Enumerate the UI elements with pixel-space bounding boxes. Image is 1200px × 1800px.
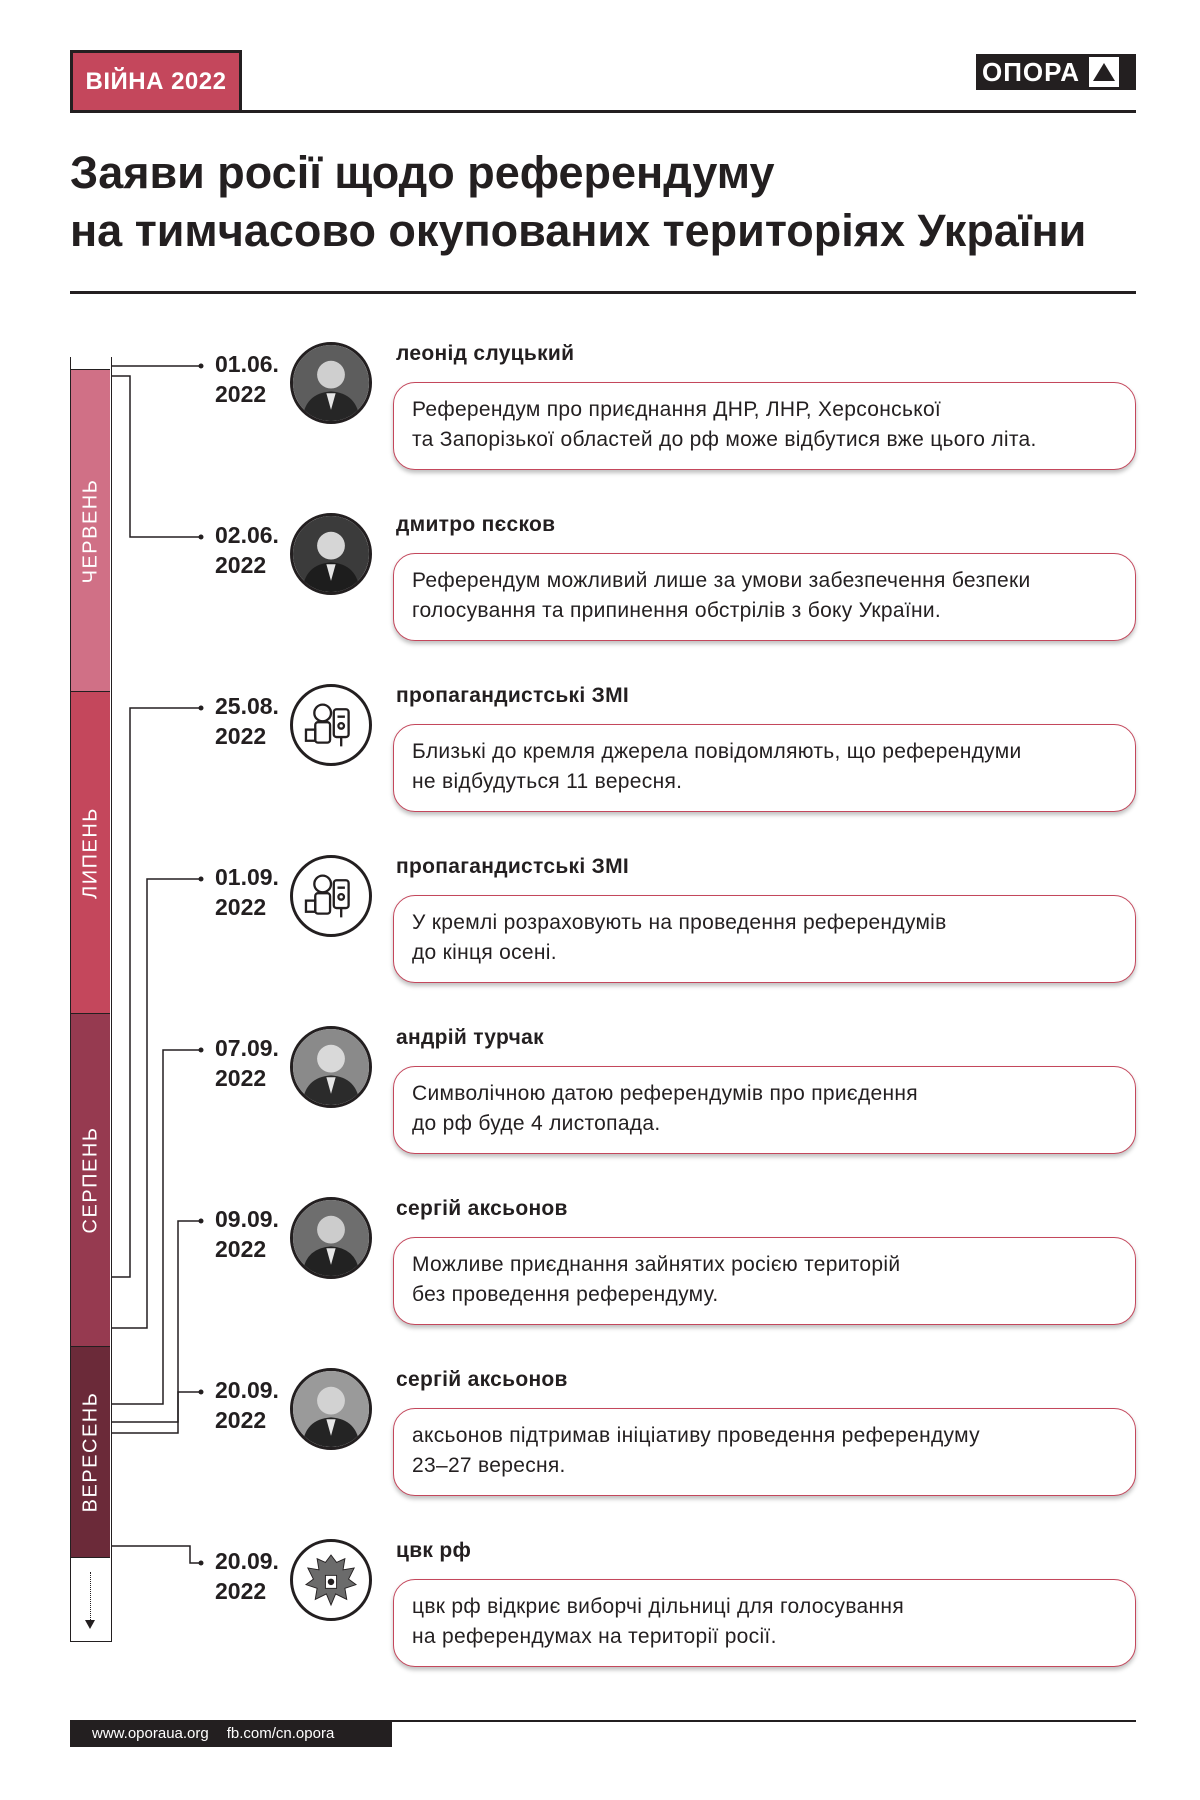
event-day: 02.06. xyxy=(215,522,279,548)
timeline-event xyxy=(0,1539,1200,1710)
opora-logo[interactable] xyxy=(976,54,1136,90)
event-year: 2022 xyxy=(215,381,267,407)
event-day: 01.09. xyxy=(215,864,279,890)
quote-line-1: Референдум про приєднання ДНР, ЛНР, Херсонської xyxy=(412,398,942,421)
event-year: 2022 xyxy=(215,1407,267,1433)
person-photo-icon xyxy=(290,1197,372,1279)
speaker-name: сергій аксьонов xyxy=(396,1368,568,1391)
quote-card xyxy=(393,895,1136,983)
footer-bar xyxy=(70,1720,392,1747)
speaker-name: дмитро пєсков xyxy=(396,513,556,536)
media-microphone-icon xyxy=(290,855,372,937)
event-date xyxy=(215,691,279,751)
quote-line-2: на референдумах на території росії. xyxy=(412,1625,777,1648)
event-date xyxy=(215,862,279,922)
event-day: 20.09. xyxy=(215,1548,279,1574)
quote-card xyxy=(393,553,1136,641)
event-day: 09.09. xyxy=(215,1206,279,1232)
quote-line-1: Можливе приєднання зайнятих росією територій xyxy=(412,1253,901,1276)
quote-line-2: без проведення референдуму. xyxy=(412,1283,719,1306)
quote-card xyxy=(393,1579,1136,1667)
quote-line-1: цвк рф відкриє виборчі дільниці для голосування xyxy=(412,1595,905,1618)
quote-card xyxy=(393,1066,1136,1154)
month-label: ВЕРЕСЕНЬ xyxy=(79,1391,101,1513)
quote-line-1: Символічною датою референдумів про приєдення xyxy=(412,1082,918,1105)
quote-card xyxy=(393,724,1136,812)
event-date xyxy=(215,1033,279,1093)
event-year: 2022 xyxy=(215,1578,267,1604)
speaker-name: леонід слуцький xyxy=(396,342,575,365)
quote-line-2: не відбудуться 11 вересня. xyxy=(412,770,683,793)
page-title xyxy=(70,144,1136,260)
quote-card xyxy=(393,1408,1136,1496)
quote-line-1: Референдум можливий лише за умови забезпечення безпеки xyxy=(412,569,1031,592)
event-date xyxy=(215,349,279,409)
quote-line-2: 23–27 вересня. xyxy=(412,1454,566,1477)
month-label: ЧЕРВЕНЬ xyxy=(79,478,101,583)
event-year: 2022 xyxy=(215,1236,267,1262)
title-line-2: на тимчасово окупованих територіях України xyxy=(70,205,1087,256)
quote-line-1: У кремлі розраховують на проведення референдумів xyxy=(412,911,947,934)
event-year: 2022 xyxy=(215,1065,267,1091)
person-photo-icon xyxy=(290,1368,372,1450)
timeline-event xyxy=(0,1026,1200,1197)
person-photo-icon xyxy=(290,513,372,595)
quote-card xyxy=(393,1237,1136,1325)
quote-card xyxy=(393,382,1136,470)
section-tag-text: ВІЙНА 2022 xyxy=(85,67,227,95)
top-rule xyxy=(70,110,1136,113)
speaker-name: сергій аксьонов xyxy=(396,1197,568,1220)
timeline-event xyxy=(0,855,1200,1026)
timeline-event xyxy=(0,1368,1200,1539)
media-microphone-icon xyxy=(290,684,372,766)
event-year: 2022 xyxy=(215,552,267,578)
event-day: 07.09. xyxy=(215,1035,279,1061)
timeline-event xyxy=(0,1197,1200,1368)
timeline-event xyxy=(0,342,1200,513)
title-line-1: Заяви росії щодо референдуму xyxy=(70,147,775,198)
person-photo-icon xyxy=(290,342,372,424)
month-label: СЕРПЕНЬ xyxy=(79,1126,101,1234)
event-date xyxy=(215,520,279,580)
timeline-event xyxy=(0,513,1200,684)
event-date xyxy=(215,1375,279,1435)
quote-line-2: та Запорізької областей до рф може відбутися вже цього літа. xyxy=(412,428,1037,451)
quote-line-2: голосування та припинення обстрілів з боку України. xyxy=(412,599,942,622)
triangle-icon xyxy=(1086,54,1122,90)
event-day: 20.09. xyxy=(215,1377,279,1403)
quote-line-2: до кінця осені. xyxy=(412,941,557,964)
speaker-name: андрій турчак xyxy=(396,1026,544,1049)
coat-of-arms-icon xyxy=(290,1539,372,1621)
month-label: ЛИПЕНЬ xyxy=(79,806,101,899)
speaker-name: пропагандистські ЗМІ xyxy=(396,855,629,878)
event-day: 25.08. xyxy=(215,693,279,719)
quote-line-1: Близькі до кремля джерела повідомляють, що референдуми xyxy=(412,740,1022,763)
logo-text: ОПОРА xyxy=(982,57,1080,87)
section-tag xyxy=(70,50,242,113)
event-year: 2022 xyxy=(215,723,267,749)
speaker-name: пропагандистські ЗМІ xyxy=(396,684,629,707)
person-photo-icon xyxy=(290,1026,372,1108)
title-rule xyxy=(70,291,1136,294)
event-date xyxy=(215,1204,279,1264)
quote-line-1: аксьонов підтримав ініціативу проведення референдуму xyxy=(412,1424,980,1447)
event-year: 2022 xyxy=(215,894,267,920)
facebook-link[interactable]: fb.com/cn.opora xyxy=(226,1725,335,1742)
quote-line-2: до рф буде 4 листопада. xyxy=(412,1112,661,1135)
speaker-name: цвк рф xyxy=(396,1539,472,1562)
event-day: 01.06. xyxy=(215,351,279,377)
timeline-event xyxy=(0,684,1200,855)
website-link[interactable]: www.oporaua.org xyxy=(92,1725,209,1742)
event-date xyxy=(215,1546,279,1606)
